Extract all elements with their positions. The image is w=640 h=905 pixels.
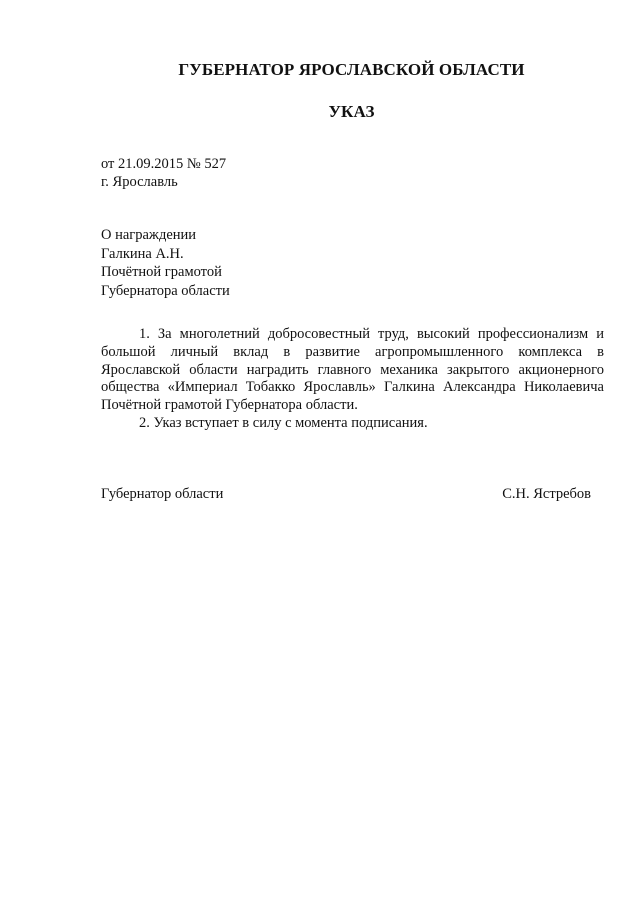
subject-line: Почётной грамотой	[101, 264, 222, 280]
subject-line: О награждении	[101, 227, 197, 243]
document-subject	[101, 226, 230, 300]
paragraph-2: 2. Указ вступает в силу с момента подписания.	[139, 414, 428, 431]
document-type-heading: УКАЗ	[328, 102, 375, 121]
signatory-name: С.Н. Ястребов	[502, 486, 591, 502]
document-meta	[101, 155, 226, 191]
document-body	[101, 326, 604, 433]
signatory-position: Губернатор области	[101, 486, 224, 502]
date-number-line: от 21.09.2015 № 527	[101, 156, 227, 172]
authority-heading: ГУБЕРНАТОР ЯРОСЛАВСКОЙ ОБЛАСТИ	[178, 60, 525, 79]
paragraph-1: 1. За многолетний добросовестный труд, высокий профессионализм и большой личный вклад в развитие агропромышленного комплекса в Ярославской области наградить главного механика закрытого акционерного общества «Империал Тобакко Ярославль» Галкина Александра Николаевича Почётной грамотой Губернатора области.	[101, 326, 604, 414]
city-line: г. Ярославль	[101, 174, 178, 190]
subject-line: Губернатора области	[101, 282, 230, 299]
subject-line: Галкина А.Н.	[101, 245, 184, 262]
signature-block	[101, 486, 591, 503]
